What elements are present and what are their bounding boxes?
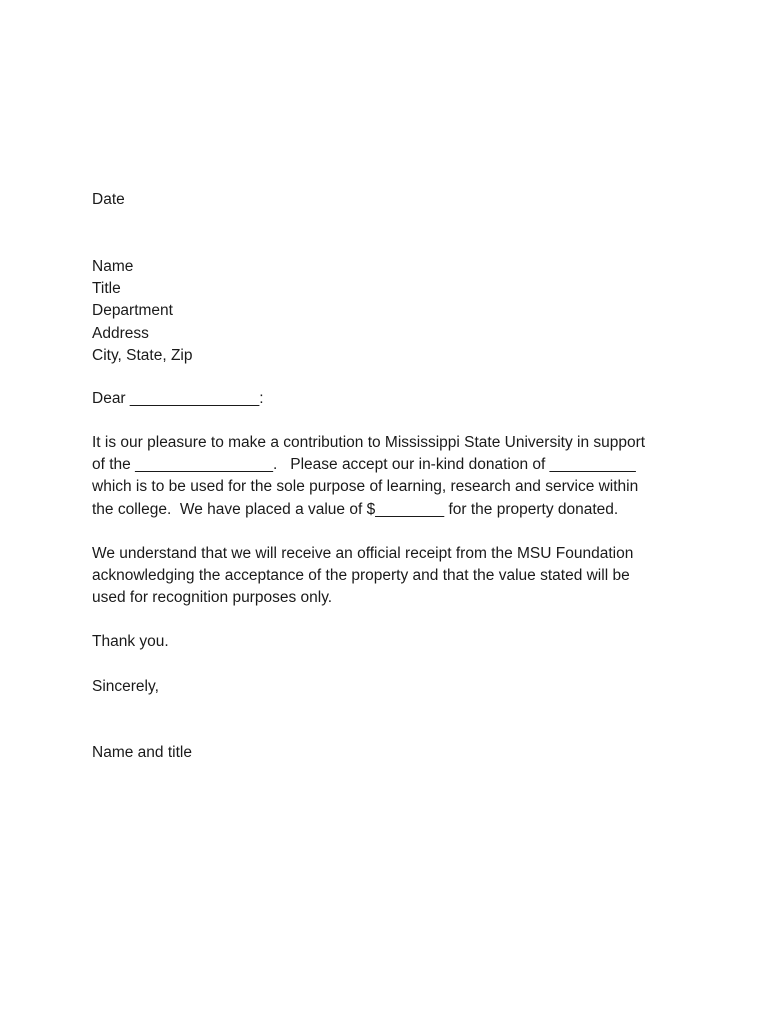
closing-text: Sincerely, (92, 678, 159, 695)
paragraph-contribution (92, 432, 692, 521)
recipient-address: Address (92, 324, 149, 342)
paragraph-line: which is to be used for the sole purpose of learning, research and service within (92, 478, 639, 496)
recipient-title: Title (92, 280, 121, 298)
paragraph-line: used for recognition purposes only. (92, 589, 333, 607)
salutation-text: Dear _______________: (92, 390, 264, 407)
paragraph-line: acknowledging the acceptance of the property and that the value stated will be (92, 567, 630, 585)
date-line (92, 189, 692, 211)
date-text: Date (92, 191, 125, 208)
salutation (92, 388, 692, 410)
paragraph-receipt (92, 543, 692, 610)
paragraph-line: of the ________________. Please accept our in-kind donation of __________ (92, 456, 636, 474)
paragraph-line: the college. We have placed a value of $________ for the property donated. (92, 500, 619, 518)
signature-line (92, 742, 692, 764)
recipient-city-state-zip: City, State, Zip (92, 346, 193, 364)
signature-text: Name and title (92, 744, 192, 761)
thank-you-text: Thank you. (92, 633, 169, 650)
recipient-address-block (92, 256, 692, 367)
paragraph-line: It is our pleasure to make a contribution to Mississippi State University in support (92, 434, 646, 451)
paragraph-line: We understand that we will receive an official receipt from the MSU Foundation (92, 545, 634, 562)
recipient-name: Name (92, 258, 134, 275)
thank-you-line (92, 631, 692, 653)
closing-line (92, 676, 692, 698)
recipient-department: Department (92, 302, 173, 320)
